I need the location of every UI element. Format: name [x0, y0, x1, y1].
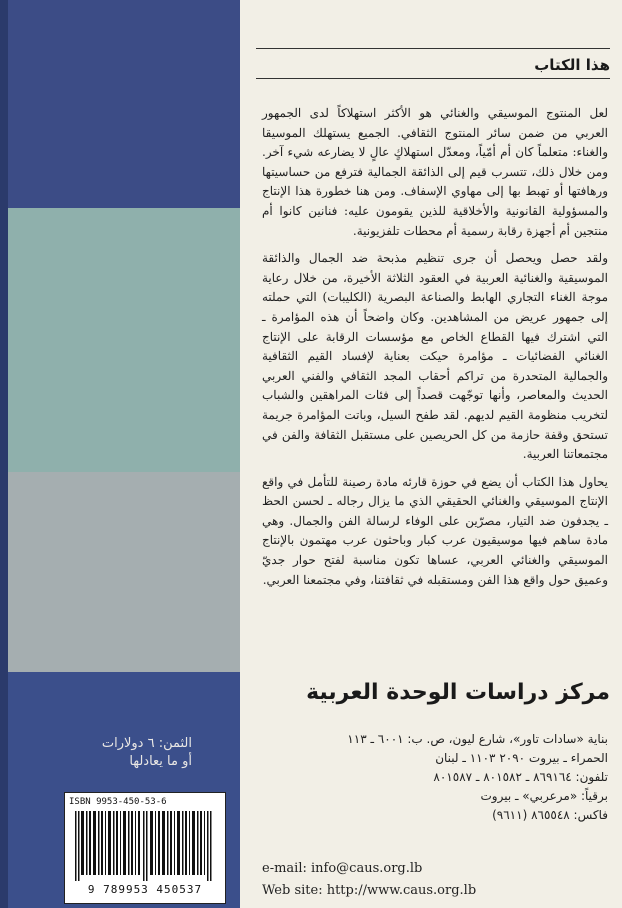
teal-band [0, 208, 240, 472]
telegram-line: برقياً: «مرعربي» ـ بيروت [480, 789, 608, 803]
spine-edge [0, 0, 8, 908]
email-link[interactable]: e-mail: info@caus.org.lb [262, 861, 423, 876]
paragraph-2: ولقد حصل ويحصل أن جرى تنظيم مذبحة ضد الجمال والذائقة الموسيقية والغنائية العربية في العقود الثلاثة الأخيرة، من خلال رعاية موجة الغناء التجاري الهابط والصناعة البصرية (الكليبات) التي حملته إلى جمهور عريض من المشاهدين. وكان واضحاً أن هذه المؤامرة ـ التي اشترك فيها القطاع الخاص مع مؤسسات الرقابة على الإنتاج الغنائي الفضائيات ـ مؤامرة حيكت بعناية لإفساد القيم الثقافية والجمالية المتحدرة من تراكم أحقاب المجد الثقافي والفني العربي الحديث والمعاصر، وأنها توجّهت قصداً إلى فئات المراهقين والشباب لتخريب منظومة القيم لديهم. لقد طفح السيل، وباتت المؤامرة جريمة تستحق وقفة حازمة من كل الحريصين على مستقبل الثقافة والفن في مجتمعاتنا العربية. [262, 251, 608, 462]
price-line-2: أو ما يعادلها [129, 754, 192, 769]
price-label [72, 735, 192, 771]
website-link[interactable]: Web site: http://www.caus.org.lb [262, 883, 477, 898]
address-line-2: الحمراء ـ بيروت ٢٠٩٠ ١١٠٣ ـ لبنان [435, 751, 608, 765]
paragraph-1: لعل المنتوج الموسيقي والغنائي هو الأكثر استهلاكاً لدى الجمهور العربي من ضمن سائر المنتوج الثقافي. الجميع يستهلك الموسيقا والغناء: متعلماً كان أم أمّياً، ومعدّل استهلاكٍ عالٍ لا يضارعه شيء آخر. ومن خلال ذلك، تتسرب قيم إلى الذائقة الجمالية فترفع من حساسيتها ورهافتها أو تهبط بها إلى مهاوي الإسفاف. ومن هنا خطورة هذا الإنتاج والمسؤولية القانونية والأخلاقية للذين يقومون عليه: فنانين كانوا أم منتجين أم أجهزة رقابة رسمية أم محطات تلفزيونية. [262, 106, 608, 238]
book-description [262, 104, 608, 598]
dark-blue-band [0, 0, 240, 208]
left-color-panel [0, 0, 240, 908]
header-top-rule [256, 48, 610, 49]
gray-band [0, 472, 240, 672]
phone-line: تلفون: ٨٦٩١٦٤ ـ ٨٠١٥٨٢ ـ ٨٠١٥٨٧ [433, 770, 608, 784]
paragraph-3: يحاول هذا الكتاب أن يضع في حوزة قارئه مادة رصينة للتأمل في واقع الإنتاج الموسيقي والغنائي الحقيقي الذي ما يزال رجاله ـ لحسن الحظ ـ يجدفون ضد التيار، مصرّين على الوفاء لرسالة الفن والجمال. وهي مادة ساهم فيها موسيقيون عرب كبار وباحثون عرب مهتمون بالإنتاج الموسيقي والغنائي العربي، عساها تكون مناسبة لفتح حوار جديّ وعميق حول واقع هذا الفن ومستقبله في ثقافتنا، وفي مجتمعنا العربي. [262, 474, 608, 587]
ean-number: 9 789953 450537 [87, 883, 203, 896]
publisher-name: مركز دراسات الوحدة العربية [306, 680, 610, 705]
fax-line: فاكس: ٨٦٥٥٤٨ (٩٦١١) [492, 808, 608, 822]
isbn-text: ISBN 9953-450-53-6 [69, 797, 167, 807]
publisher-address [262, 730, 608, 825]
barcode-box [64, 792, 226, 904]
section-title: هذا الكتاب [534, 56, 610, 74]
barcode-icon [75, 811, 215, 881]
price-line-1: الثمن: ٦ دولارات [101, 736, 192, 751]
header-bottom-rule [256, 78, 610, 79]
publisher-contact-en [262, 858, 562, 902]
address-line-1: بناية «سادات تاور»، شارع ليون، ص. ب: ٦٠٠١ ـ ١١٣ [347, 732, 608, 746]
